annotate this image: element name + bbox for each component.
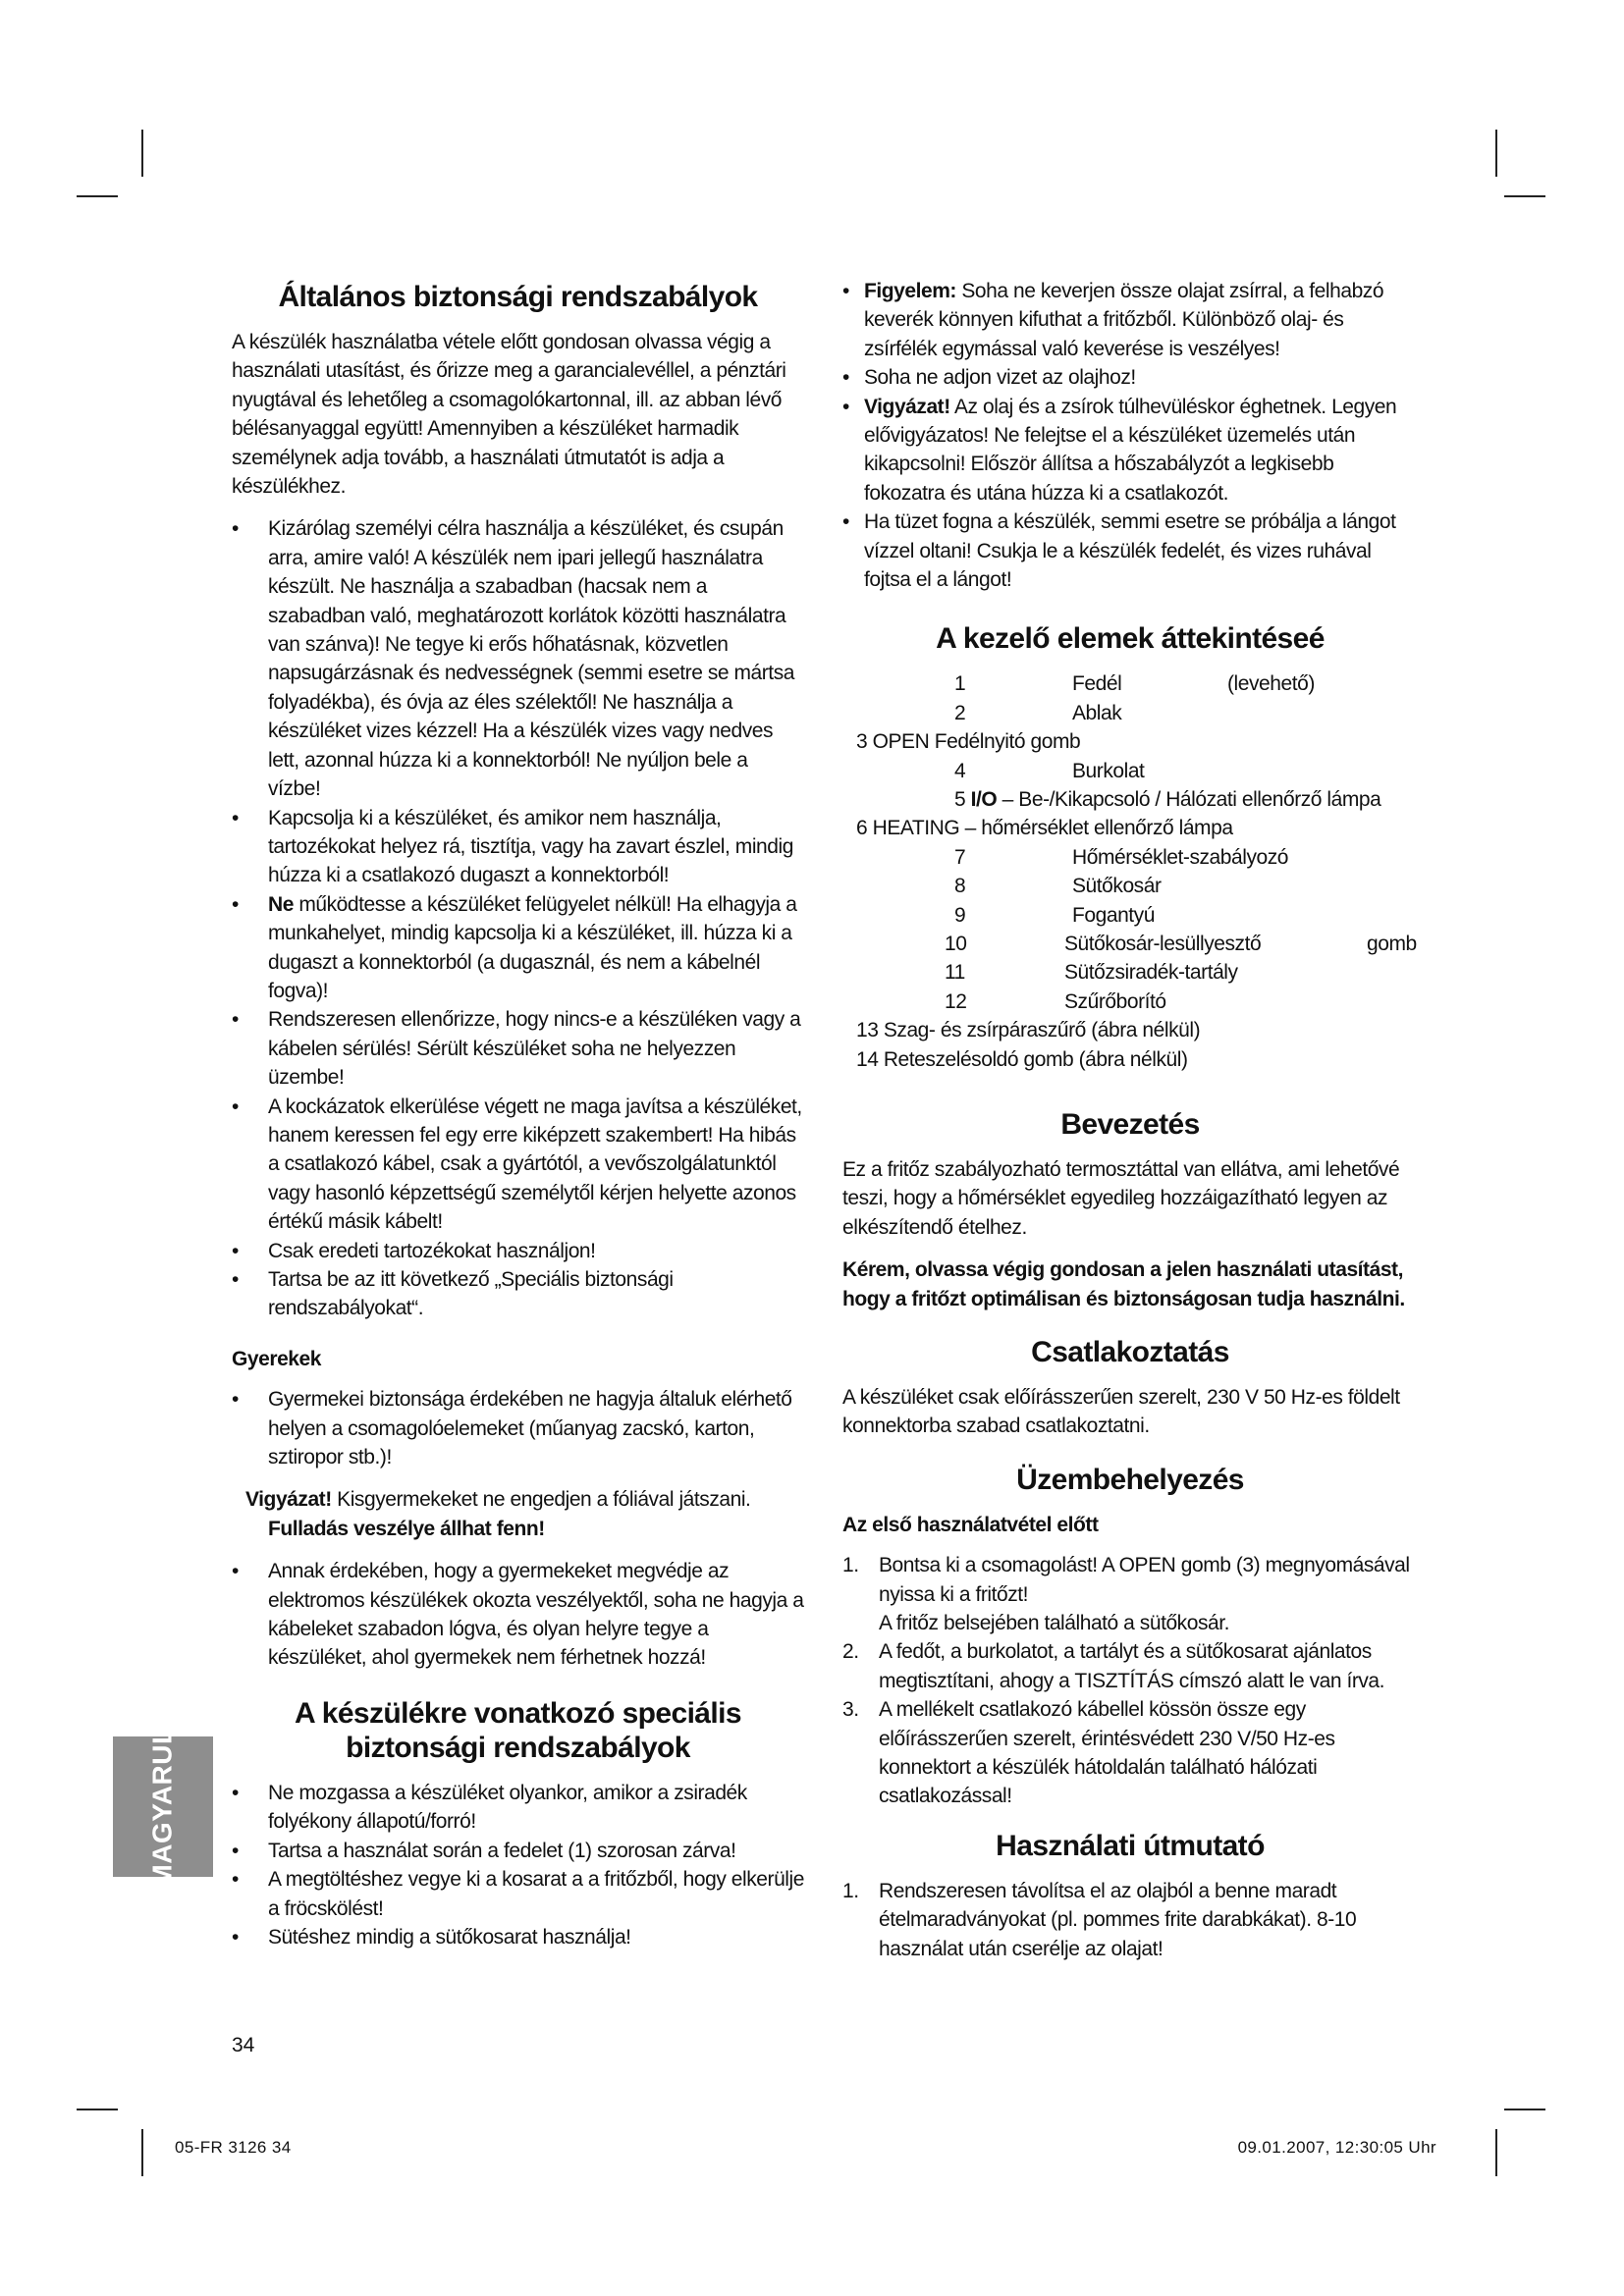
children-list [232, 1385, 804, 1471]
connect-text: A készüléket csak előírásszerűen szerelt, 230 V 50 Hz-es földelt konnektorba szabad csatlakoztatni. [842, 1385, 1400, 1438]
part-row [842, 958, 1418, 987]
language-tab [113, 1726, 213, 1888]
step-text: A mellékelt csatlakozó kábellel kössön össze egy előírásszerűen szerelt, érintésvédett 230 V/50 Hz-es konnektort a készülék hátoldalán található hálózati csatlakozással! [879, 1698, 1335, 1808]
setup-subtitle: Az első használatvétel előtt [842, 1513, 1099, 1536]
part-label: Sütőzsiradék-tartály [1064, 961, 1238, 985]
list-item: • Soha ne adjon vizet az olajhoz! [842, 363, 1418, 392]
step-number: 2. [842, 1640, 859, 1664]
part-number: 8 [954, 875, 966, 898]
part-label: 13 Szag- és zsírpáraszűrő (ábra nélkül) [856, 1019, 1201, 1042]
crop-mark [77, 2109, 118, 2110]
part-label: 14 Reteszelésoldó gomb (ábra nélkül) [856, 1047, 1188, 1071]
part-label: Fedél [1072, 672, 1122, 696]
general-safety-title: Általános biztonsági rendszabályok [278, 281, 758, 313]
list-item: • Rendszeresen ellenőrizze, hogy nincs-e a készüléken vagy a kábelen sérülés! Sérült készüléket soha ne helyezzen üzembe! [232, 1005, 804, 1092]
crop-mark [141, 2129, 143, 2176]
connect-title: Csatlakoztatás [1031, 1335, 1229, 1368]
step-extra: A fritőz belsejében található a sütőkosár. [879, 1612, 1230, 1634]
list-item [842, 1637, 1418, 1695]
list-item: • Csak eredeti tartozékokat használjon! [232, 1237, 804, 1265]
crop-mark [1504, 2109, 1545, 2110]
warning-text: Kisgyermekeket ne engedjen a fóliával játszani. [331, 1488, 751, 1512]
intro-title: Bevezetés [1060, 1107, 1200, 1141]
part-row [842, 814, 1418, 842]
part-number: 5 [954, 788, 971, 812]
part-number: 2 [954, 701, 966, 724]
special-safety-list [232, 1779, 804, 1951]
crop-mark [1504, 195, 1545, 197]
step-text: A fedőt, a burkolatot, a tartályt és a sütőkosarat ajánlatos megtisztítani, ahogy a TISZTÍTÁS címszó alatt le van írva. [879, 1640, 1385, 1692]
part-number: 1 [954, 672, 966, 696]
warning-label: Vigyázat! [245, 1488, 332, 1512]
list-item [842, 277, 1418, 363]
part-number: 4 [954, 759, 966, 782]
part-label: Sütőkosár-lesüllyesztő [1064, 932, 1262, 955]
list-item: • Kapcsolja ki a készüléket, és amikor nem használja, tartozékokat helyez rá, tisztítja, vagy ha zavart észlel, mindig húzza ki a csatlakozó dugaszt a konnektorból! [232, 804, 804, 890]
list-item [842, 1695, 1418, 1811]
list-item: • Gyermekei biztonsága érdekében ne hagyja általuk elérhető helyen a csomagolóelemeket (műanyag zacskó, karton, sztiropor stb.)! [232, 1385, 804, 1471]
warning-bold: Fulladás veszélye állhat fenn! [268, 1517, 545, 1540]
step-text: Rendszeresen távolítsa el az olajból a benne maradt ételmaradványokat (pl. pommes frite darabkákat). 8-10 használat után cserélje az olajat! [879, 1879, 1357, 1960]
crop-mark [141, 130, 143, 177]
part-number: 12 [945, 989, 967, 1013]
part-label: Burkolat [1072, 759, 1145, 782]
list-item: • Tartsa a használat során a fedelet (1) szorosan zárva! [232, 1837, 804, 1865]
part-label: 3 OPEN Fedélnyitó gomb [856, 730, 1081, 754]
part-row [842, 785, 1418, 814]
part-number: 7 [954, 845, 966, 869]
footer-right: 09.01.2007, 12:30:05 Uhr [1237, 2138, 1436, 2157]
part-number: 9 [954, 903, 966, 927]
part-row [842, 757, 1418, 785]
footer-left: 05-FR 3126 34 [175, 2138, 292, 2157]
emphasis: Ne [268, 892, 294, 916]
part-row [842, 843, 1418, 872]
part-label: 6 HEATING – hőmérséklet ellenőrző lámpa [856, 817, 1233, 840]
emphasis: Vigyázat! [864, 395, 950, 418]
part-label-text: – Be-/Kikapcsoló / Hálózati ellenőrző lámpa [997, 788, 1381, 812]
controls-title: A kezelő elemek áttekintéseé [936, 622, 1325, 656]
part-note: gomb [1367, 932, 1417, 955]
part-number: 10 [945, 932, 967, 955]
step-number: 1. [842, 1879, 859, 1902]
left-column [232, 280, 804, 1965]
setup-steps [842, 1551, 1418, 1811]
part-label: Szűrőborító [1064, 989, 1166, 1013]
list-item: • Ne mozgassa a készüléket olyankor, amikor a zsiradék folyékony állapotú/forró! [232, 1779, 804, 1837]
list-item [842, 393, 1418, 508]
emphasis: Figyelem: [864, 280, 956, 302]
language-tab-label: MAGYARUL [147, 1726, 179, 1888]
part-note: (levehető) [1227, 672, 1315, 696]
part-label: Sütőkosár [1072, 875, 1162, 898]
page-number: 34 [232, 2034, 255, 2056]
list-item: • Kizárólag személyi célra használja a készüléket, és csupán arra, amire való! A készülék nem ipari jellegű használatra készült. Ne használja a szabadban (hacsak nem a szabadban való, meghatározott korlátok közötti használatra van szánva)! Ne tegye ki erős hőhatásnak, közvetlen napsugárzásnak és nedvességnek (semmi esetre se mártsa folyadékba), és óvja az éles szélektől! Ne használja a készüléket vizes kézzel! Ha a készülék vizes vagy nedves lett, azonnal húzza ki a konnektorból! Ne nyúljon bele a vízbe! [232, 514, 804, 803]
part-row [842, 901, 1418, 930]
part-row [842, 988, 1418, 1016]
part-row [842, 1016, 1418, 1044]
list-item: • Tartsa be az itt következő „Speciális biztonsági rendszabályokat“. [232, 1265, 804, 1323]
list-item: • Sütéshez mindig a sütőkosarat használja! [232, 1923, 804, 1951]
emphasis: I/O [970, 788, 998, 812]
part-row [842, 1045, 1418, 1074]
children-list-2 [232, 1557, 804, 1673]
usage-title: Használati útmutató [996, 1829, 1265, 1862]
step-number: 3. [842, 1698, 859, 1722]
right-column [842, 277, 1418, 1977]
step-text: Bontsa ki a csomagolást! A OPEN gomb (3) megnyomásával nyissa ki a fritőzt! [879, 1554, 1410, 1606]
crop-mark [1495, 130, 1497, 177]
list-item: • A megtöltéshez vegye ki a kosarat a a fritőzből, hogy elkerülje a fröcskölést! [232, 1865, 804, 1923]
part-row [842, 872, 1418, 900]
part-number: 11 [945, 961, 965, 985]
special-safety-title: A készülékre vonatkozó speciális biztonsági rendszabályok [295, 1696, 741, 1764]
special-safety-list-cont [842, 277, 1418, 594]
children-heading: Gyerekek [232, 1347, 321, 1370]
crop-mark [1495, 2129, 1497, 2176]
step-number: 1. [842, 1554, 859, 1577]
children-warning [232, 1485, 804, 1543]
setup-title: Üzembehelyezés [1016, 1463, 1244, 1496]
list-item: • Ha tüzet fogna a készülék, semmi esetre se próbálja a lángot vízzel oltani! Csukja le a készülék fedelét, és vizes ruhával fojtsa el a lángot! [842, 507, 1418, 594]
crop-mark [77, 195, 118, 197]
list-item: • Annak érdekében, hogy a gyermekeket megvédje az elektromos készülékek okozta veszélyektől, soha ne hagyja a kábeleket szabadon lógva, és olyan helyre tegye a készüléket, ahol gyermekek nem férhetnek hozzá! [232, 1557, 804, 1673]
intro-text: Ez a fritőz szabályozható termosztáttal van ellátva, ami lehetővé teszi, hogy a hőmérséklet egyedileg hozzáigazítható legyen az elkészítendő ételhez. [842, 1157, 1400, 1239]
list-item-text: működtesse a készüléket felügyelet nélkül! Ha elhagyja a munkahelyet, mindig kapcsolja ki a készüléket, ill. húzza ki a dugaszt a konnektorból (a dugasznál, és nem a kábelnél fogva)! [268, 892, 797, 1002]
intro-bold: Kérem, olvassa végig gondosan a jelen használati utasítást, hogy a fritőzt optimálisan és biztonságosan tudja használni. [842, 1258, 1405, 1310]
list-item [842, 1551, 1418, 1637]
list-item: • A kockázatok elkerülése végett ne maga javítsa a készüléket, hanem keressen fel egy erre kiképzett szakembert! Ha hibás a csatlakozó kábel, csak a gyártótól, a vevőszolgálatunktól vagy hasonló képzettségű személytől kérjen helyette azonos értékű másik kábelt! [232, 1093, 804, 1237]
general-safety-list [232, 514, 804, 1322]
list-item-text: Soha ne keverjen össze olajat zsírral, a felhabzó keverék könnyen kifuthat a fritőzből. Különböző olaj- és zsírfélék egymással való keverése is veszélyes! [864, 280, 1384, 360]
list-item-text: Az olaj és a zsírok túlhevüléskor éghetnek. Legyen elővigyázatos! Ne felejtse el a készüléket üzemelés után kikapcsolni! Először állítsa a hőszabályzót a legkisebb fokozatra és utána húzza ki a csatlakozót. [864, 395, 1397, 505]
part-row [842, 699, 1418, 727]
part-row [842, 669, 1418, 698]
list-item [842, 1877, 1418, 1963]
part-row [842, 727, 1418, 756]
part-label: Hőmérséklet-szabályozó [1072, 845, 1289, 869]
part-label: Ablak [1072, 701, 1122, 724]
parts-list [842, 669, 1418, 1073]
part-label [954, 785, 1380, 814]
list-item [232, 890, 804, 1006]
general-safety-intro: A készülék használatba vétele előtt gondosan olvassa végig a használati utasítást, és őrizze meg a garancialevéllel, a pénztári nyugtával és lehetőleg a csomagolókartonnal, ill. az abban lévő bélésanyaggal együtt! Amennyiben a készüléket harmadik személynek adja tovább, a használati útmutatót is adja a készülékhez. [232, 331, 786, 499]
usage-steps [842, 1877, 1418, 1963]
part-label: Fogantyú [1072, 903, 1155, 927]
part-row [842, 930, 1418, 958]
